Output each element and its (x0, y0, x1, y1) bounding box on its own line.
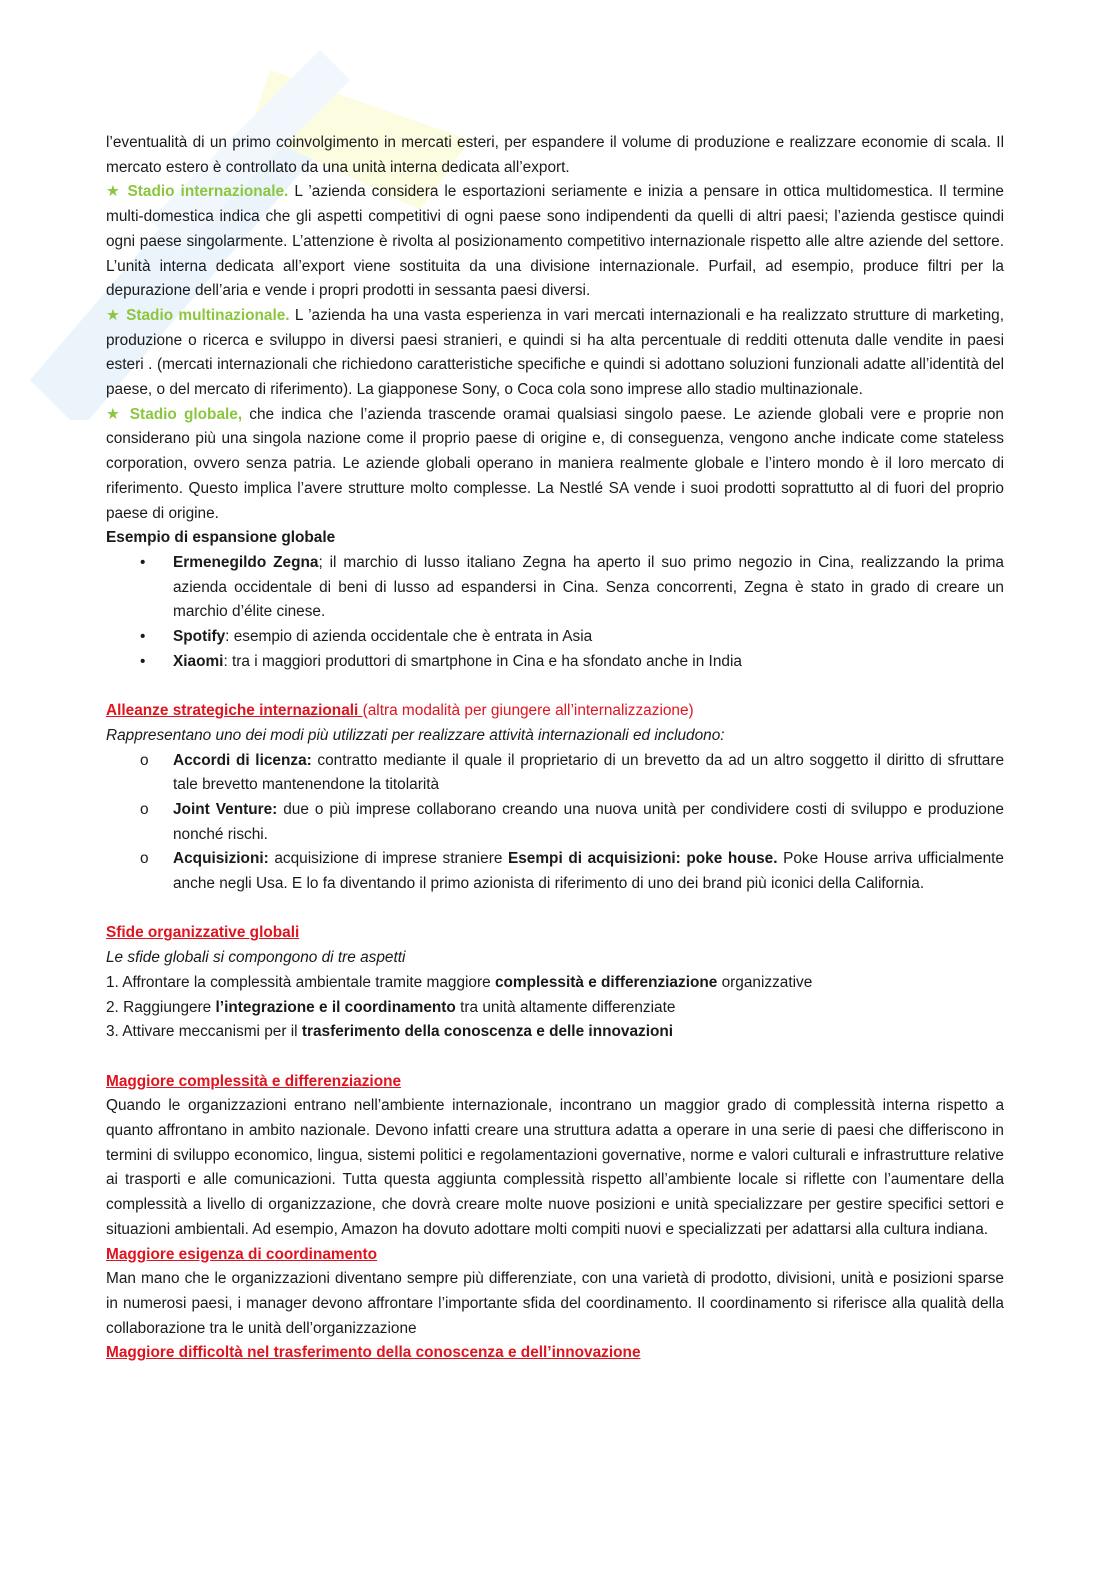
list-item: o Joint Venture: due o più imprese collaborano creando una nuova unità per condividere costi di sviluppo e produzione nonché rischi. (106, 798, 1004, 847)
list-item: o Acquisizioni: acquisizione di imprese straniere Esempi di acquisizioni: poke house. Poke House arriva ufficialmente anche negli Usa. E lo fa diventando il primo azionista di riferimento di uno dei brand più iconici della California. (106, 847, 1004, 896)
example-list (106, 551, 1004, 675)
alliances-heading: Alleanze strategiche internazionali (altra modalità per giungere all’internalizzazione) (106, 702, 694, 720)
challenge-item: 2. Raggiungere l’integrazione e il coordinamento tra unità altamente differenziate (106, 998, 676, 1016)
list-item: o Accordi di licenza: contratto mediante il quale il proprietario di un brevetto da ad un altro soggetto il diritto di sfruttare tale brevetto mantenendone la titolarità (106, 749, 1004, 798)
coordination-paragraph: Man mano che le organizzazioni diventano sempre più differenziate, con una varietà di prodotto, divisioni, unità e posizioni sparse in numerosi paesi, i manager devono affrontare l’importante sfida del coordinamento. Il coordinamento si riferisce alla qualità della collaborazione tra le unità dell’organizzazione (106, 1270, 1004, 1337)
alliances-subtitle: Rappresentano uno dei modi più utilizzati per realizzare attività internazionali ed includono: (106, 726, 725, 744)
list-item: • Spotify: esempio di azienda occidentale che è entrata in Asia (106, 625, 1004, 650)
stage-text: che indica che l’azienda trascende oramai qualsiasi singolo paese. Le aziende globali vere e proprie non considerano più una singola nazione come il proprio paese di origine e, di conseguenza, vengono anche indicate come stateless corporation, ovvero senza patria. Le aziende globali operano in maniera realmente globale e l’intero mondo è il loro mercato di riferimento. Questo implica l’avere strutture molto complesse. La Nestlé SA vende i suoi prodotti soprattutto al di fuori del proprio paese di origine. (106, 405, 1004, 522)
bullet-icon: • (140, 652, 146, 670)
intro-paragraph: l’eventualità di un primo coinvolgimento in mercati esteri, per espandere il volume di produzione e realizzare economie di scala. Il mercato estero è controllato da una unità interna dedicata all’export. (106, 134, 1004, 176)
challenges-subtitle: Le sfide globali si compongono di tre aspetti (106, 949, 406, 967)
stage-text: L ’azienda ha una vasta esperienza in vari mercati internazionali e ha realizzato strutture di marketing, produzione o ricerca e sviluppo in diversi paesi stranieri, e quindi si ha alta percentuale di redditi ottenuta dalle vendite in paesi esteri . (mercati internazionali che richiedono caratteristiche specifiche e quindi si adottano soluzioni funzionali adatte all’identità del paese, o del mercato di riferimento). La giapponese Sony, o Coca cola sono imprese allo stadio multinazionale. (106, 306, 1004, 399)
challenges-heading: Sfide organizzative globali (106, 924, 300, 942)
star-icon: ★ (106, 183, 122, 201)
star-icon: ★ (106, 405, 123, 423)
stage-multinational (106, 304, 1004, 403)
stage-international (106, 180, 1004, 304)
document-page (106, 131, 1004, 1366)
circle-bullet-icon: o (140, 800, 149, 818)
complexity-paragraph: Quando le organizzazioni entrano nell’ambiente internazionale, incontrano un maggior grado di complessità interna rispetto a quanto affrontano in ambito nazionale. Devono infatti creare una struttura adatta a operare in una serie di paesi che differiscono in termini di sviluppo economico, lingua, sistemi politici e regolamentazioni governative, norme e valori culturali e infrastrutture relative ai trasporti e alle comunicazioni. Tutta questa aggiunta complessità rispetto all’ambiente locale si riflette con l’aumentare della complessità a livello di organizzazione, che dovrà creare molte nuove posizioni e unità specializzare per gestire specifici settori e situazioni ambientali. Ad esempio, Amazon ha dovuto adottare molti compiti nuovi e specializzati per adattarsi alla cultura indiana. (106, 1097, 1004, 1238)
list-item: • Xiaomi: tra i maggiori produttori di smartphone in Cina e ha sfondato anche in India (106, 650, 1004, 675)
transfer-heading: Maggiore difficoltà nel trasferimento della conoscenza e dell’innovazione (106, 1344, 641, 1362)
coordination-heading: Maggiore esigenza di coordinamento (106, 1245, 378, 1263)
star-icon: ★ (106, 306, 121, 324)
stage-global (106, 403, 1004, 527)
stage-title: Stadio internazionale. (127, 183, 289, 201)
complexity-heading: Maggiore complessità e differenziazione (106, 1072, 402, 1090)
stage-text: L ’azienda considera le esportazioni seriamente e inizia a pensare in ottica multidomestica. Il termine multi-domestica indica che gli aspetti competitivi di ogni paese sono indipendenti da quelli di altri paesi; l’azienda gestisce quindi ogni paese singolarmente. L’attenzione è rivolta al posizionamento competitivo internazionale rispetto alle altre aziende del settore. L’unità interna dedicata all’export viene sostituita da una divisione internazionale. Purfail, ad esempio, produce filtri per la depurazione dell’aria e vende i propri prodotti in sessanta paesi diversi. (106, 183, 1004, 300)
alliances-list (106, 749, 1004, 897)
bullet-icon: • (140, 553, 146, 571)
circle-bullet-icon: o (140, 751, 149, 769)
challenge-item: 1. Affrontare la complessità ambientale tramite maggiore complessità e differenziazione organizzative (106, 973, 813, 991)
list-item: • Ermenegildo Zegna; il marchio di lusso italiano Zegna ha aperto il suo primo negozio in Cina, realizzando la prima azienda occidentale di beni di lusso ad espandersi in Cina. Senza concorrenti, Zegna è stato in grado di creare un marchio d’élite cinese. (106, 551, 1004, 625)
bullet-icon: • (140, 628, 146, 646)
circle-bullet-icon: o (140, 850, 149, 868)
example-heading: Esempio di espansione globale (106, 529, 336, 547)
stage-title: Stadio multinazionale. (126, 306, 290, 324)
stage-title: Stadio globale, (129, 405, 243, 423)
challenge-item: 3. Attivare meccanismi per il trasferimento della conoscenza e delle innovazioni (106, 1023, 674, 1041)
